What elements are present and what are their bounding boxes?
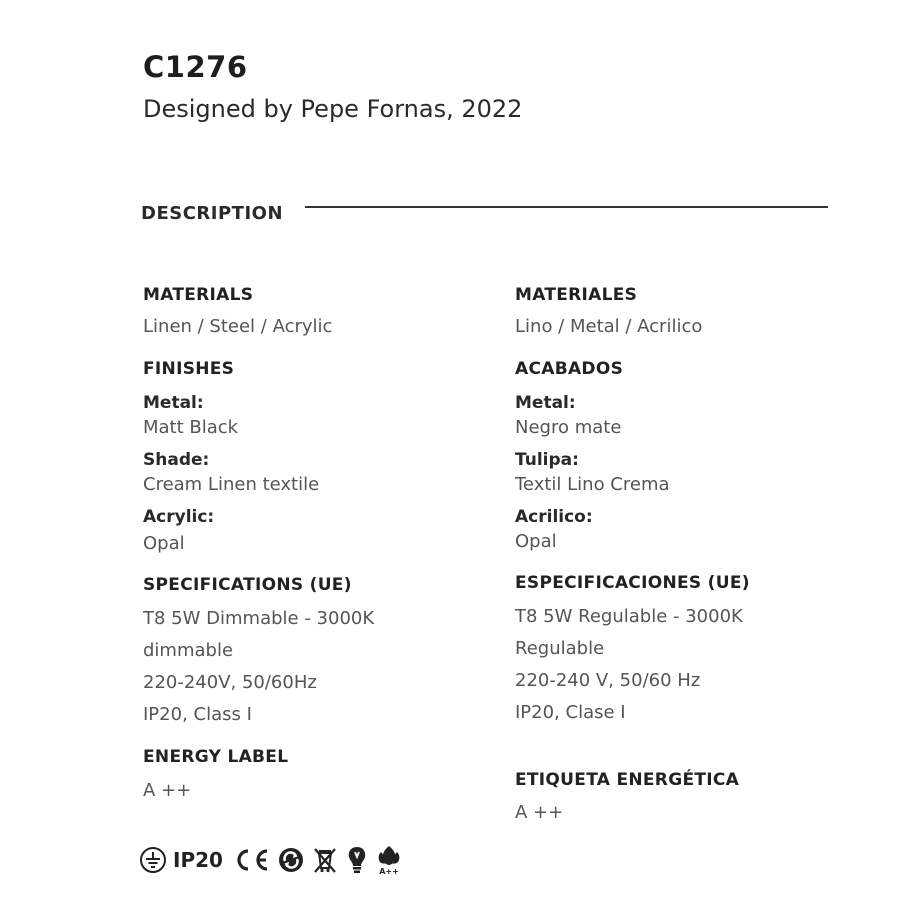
specs-heading-es: ESPECIFICACIONES (UE) [515,573,750,593]
model-code: C1276 [143,50,248,84]
energy-value-en: A ++ [143,780,192,801]
finish-value-metal-en: Matt Black [143,417,239,438]
certification-icons [139,843,403,877]
led-bulb-icon [345,845,369,875]
finish-label-shade-en: Shade: [143,450,210,470]
energy-class-icon [375,844,403,876]
weee-crossed-bin-icon [311,845,339,875]
finishes-heading-en: FINISHES [143,359,235,379]
spec-line-4-en: IP20, Class I [143,704,252,725]
ce-mark-icon [231,847,271,873]
finish-label-acrylic-en: Acrylic: [143,507,215,527]
finish-value-shade-en: Cream Linen textile [143,474,320,495]
materials-value-en: Linen / Steel / Acrylic [143,316,333,337]
finish-value-metal-es: Negro mate [515,417,622,438]
energy-badge-text: A++ [379,867,399,876]
specs-heading-en: SPECIFICATIONS (UE) [143,575,352,595]
energy-value-es: A ++ [515,802,564,823]
energy-heading-en: ENERGY LABEL [143,747,289,767]
finish-label-acrilico-es: Acrilico: [515,507,593,527]
description-divider [305,206,828,208]
spec-line-2-es: Regulable [515,638,605,659]
spec-line-4-es: IP20, Clase I [515,702,626,723]
finish-value-acrilico-es: Opal [515,531,557,552]
finish-label-tulipa-es: Tulipa: [515,450,579,470]
materials-heading-en: MATERIALS [143,285,254,305]
finish-label-metal-en: Metal: [143,393,204,413]
earth-ground-icon [139,846,167,874]
finish-value-acrylic-en: Opal [143,533,185,554]
materials-value-es: Lino / Metal / Acrilico [515,316,703,337]
ip-rating: IP20 [173,848,223,872]
spec-line-2-en: dimmable [143,640,234,661]
recycle-icon [277,846,305,874]
energy-heading-es: ETIQUETA ENERGÉTICA [515,770,740,790]
spec-line-3-en: 220-240V, 50/60Hz [143,672,317,693]
spec-line-3-es: 220-240 V, 50/60 Hz [515,670,701,691]
finish-value-tulipa-es: Textil Lino Crema [515,474,670,495]
finish-label-metal-es: Metal: [515,393,576,413]
spec-line-1-en: T8 5W Dimmable - 3000K [143,608,375,629]
materials-heading-es: MATERIALES [515,285,638,305]
finishes-heading-es: ACABADOS [515,359,624,379]
spec-line-1-es: T8 5W Regulable - 3000K [515,606,743,627]
description-heading: DESCRIPTION [141,203,284,224]
designer-line: Designed by Pepe Fornas, 2022 [143,95,523,123]
